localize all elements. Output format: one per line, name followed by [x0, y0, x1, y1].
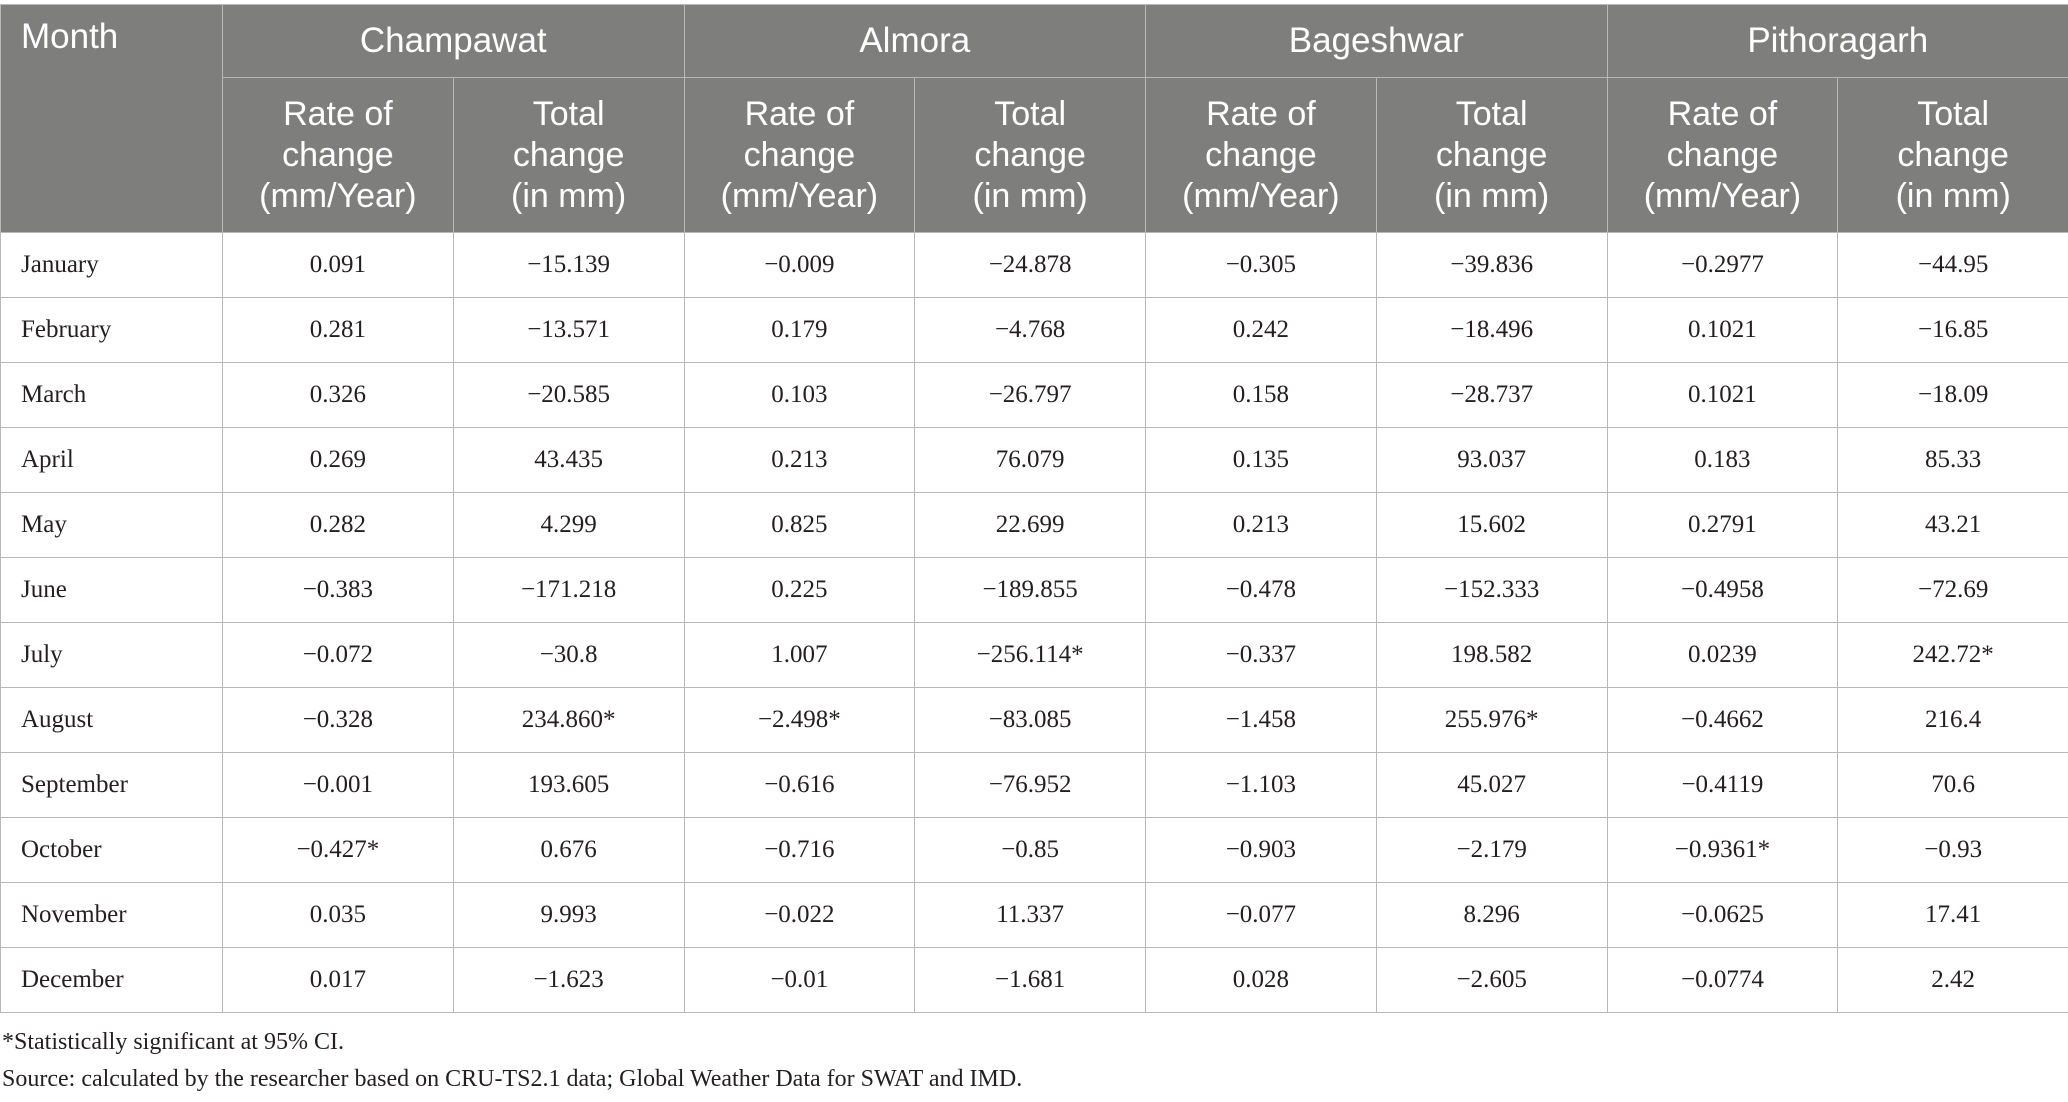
- rate-of-change-cell: 0.103: [684, 363, 915, 428]
- total-change-cell: 2.42: [1838, 948, 2068, 1013]
- total-change-cell: −15.139: [453, 233, 684, 298]
- rate-of-change-cell: 0.017: [223, 948, 454, 1013]
- total-change-cell: −30.8: [453, 623, 684, 688]
- total-change-cell: −1.681: [915, 948, 1146, 1013]
- month-column-header: Month: [1, 5, 223, 233]
- rainfall-change-table: [0, 4, 2068, 1013]
- total-change-cell: 193.605: [453, 753, 684, 818]
- total-change-cell: −18.09: [1838, 363, 2068, 428]
- rate-of-change-cell: −0.077: [1146, 883, 1377, 948]
- measure-header-row: [1, 78, 2068, 233]
- total-change-cell: 76.079: [915, 428, 1146, 493]
- month-cell: February: [1, 298, 223, 363]
- rate-of-change-cell: −0.009: [684, 233, 915, 298]
- rate-of-change-cell: −0.0774: [1607, 948, 1838, 1013]
- table-row: [1, 623, 2068, 688]
- rate-of-change-cell: −0.903: [1146, 818, 1377, 883]
- rate-of-change-cell: −0.022: [684, 883, 915, 948]
- rate-of-change-cell: −0.716: [684, 818, 915, 883]
- total-change-cell: −0.85: [915, 818, 1146, 883]
- rate-of-change-cell: 0.183: [1607, 428, 1838, 493]
- rate-of-change-cell: 0.158: [1146, 363, 1377, 428]
- table-row: [1, 753, 2068, 818]
- rate-of-change-cell: −0.01: [684, 948, 915, 1013]
- total-change-cell: 234.860*: [453, 688, 684, 753]
- district-header-bageshwar: Bageshwar: [1146, 5, 1608, 78]
- total-change-cell: −4.768: [915, 298, 1146, 363]
- rate-of-change-cell: 0.326: [223, 363, 454, 428]
- rate-of-change-cell: −0.001: [223, 753, 454, 818]
- rate-of-change-header: Rate of change (mm/Year): [1146, 78, 1377, 233]
- total-change-cell: −16.85: [1838, 298, 2068, 363]
- total-change-cell: −0.93: [1838, 818, 2068, 883]
- table-row: [1, 428, 2068, 493]
- district-header-row: [1, 5, 2068, 78]
- total-change-cell: −26.797: [915, 363, 1146, 428]
- total-change-cell: −171.218: [453, 558, 684, 623]
- total-change-cell: 216.4: [1838, 688, 2068, 753]
- rate-of-change-cell: 0.028: [1146, 948, 1377, 1013]
- month-cell: January: [1, 233, 223, 298]
- rate-of-change-cell: −0.337: [1146, 623, 1377, 688]
- rate-of-change-cell: −0.383: [223, 558, 454, 623]
- total-change-cell: 17.41: [1838, 883, 2068, 948]
- total-change-header: Total change (in mm): [1376, 78, 1607, 233]
- total-change-cell: 85.33: [1838, 428, 2068, 493]
- month-cell: September: [1, 753, 223, 818]
- rate-of-change-cell: 0.825: [684, 493, 915, 558]
- table-row: [1, 363, 2068, 428]
- table-row: [1, 493, 2068, 558]
- table-row: [1, 818, 2068, 883]
- rainfall-change-table-container: [0, 4, 2068, 1013]
- rate-of-change-cell: −1.458: [1146, 688, 1377, 753]
- rate-of-change-cell: 0.2791: [1607, 493, 1838, 558]
- table-row: [1, 948, 2068, 1013]
- district-header-champawat: Champawat: [223, 5, 685, 78]
- rate-of-change-header: Rate of change (mm/Year): [684, 78, 915, 233]
- rate-of-change-cell: −0.616: [684, 753, 915, 818]
- total-change-cell: −76.952: [915, 753, 1146, 818]
- total-change-cell: 198.582: [1376, 623, 1607, 688]
- rate-of-change-cell: −0.478: [1146, 558, 1377, 623]
- month-cell: June: [1, 558, 223, 623]
- total-change-cell: 255.976*: [1376, 688, 1607, 753]
- source-note: Source: calculated by the researcher based on CRU-TS2.1 data; Global Weather Data for SWAT and IMD.: [2, 1066, 1023, 1092]
- total-change-cell: −2.605: [1376, 948, 1607, 1013]
- total-change-cell: −44.95: [1838, 233, 2068, 298]
- month-cell: July: [1, 623, 223, 688]
- rate-of-change-cell: 0.225: [684, 558, 915, 623]
- rate-of-change-cell: 1.007: [684, 623, 915, 688]
- total-change-cell: 9.993: [453, 883, 684, 948]
- total-change-cell: 15.602: [1376, 493, 1607, 558]
- total-change-header: Total change (in mm): [453, 78, 684, 233]
- rate-of-change-cell: −0.4662: [1607, 688, 1838, 753]
- table-body: [1, 233, 2068, 1013]
- total-change-cell: 11.337: [915, 883, 1146, 948]
- total-change-cell: −83.085: [915, 688, 1146, 753]
- rate-of-change-cell: −0.4119: [1607, 753, 1838, 818]
- rate-of-change-cell: 0.282: [223, 493, 454, 558]
- rate-of-change-cell: −0.305: [1146, 233, 1377, 298]
- month-cell: August: [1, 688, 223, 753]
- total-change-cell: 22.699: [915, 493, 1146, 558]
- month-cell: May: [1, 493, 223, 558]
- total-change-cell: −256.114*: [915, 623, 1146, 688]
- rate-of-change-cell: 0.179: [684, 298, 915, 363]
- rate-of-change-header: Rate of change (mm/Year): [223, 78, 454, 233]
- month-cell: April: [1, 428, 223, 493]
- total-change-cell: −2.179: [1376, 818, 1607, 883]
- total-change-header: Total change (in mm): [1838, 78, 2068, 233]
- rate-of-change-cell: −0.427*: [223, 818, 454, 883]
- total-change-cell: 70.6: [1838, 753, 2068, 818]
- total-change-cell: 43.435: [453, 428, 684, 493]
- rate-of-change-cell: −0.328: [223, 688, 454, 753]
- total-change-header: Total change (in mm): [915, 78, 1146, 233]
- rate-of-change-cell: 0.1021: [1607, 363, 1838, 428]
- rate-of-change-cell: 0.091: [223, 233, 454, 298]
- rate-of-change-cell: 0.213: [684, 428, 915, 493]
- total-change-cell: 43.21: [1838, 493, 2068, 558]
- month-cell: November: [1, 883, 223, 948]
- total-change-cell: 4.299: [453, 493, 684, 558]
- district-header-pithoragarh: Pithoragarh: [1607, 5, 2068, 78]
- table-row: [1, 298, 2068, 363]
- total-change-cell: −39.836: [1376, 233, 1607, 298]
- table-footnotes: [2, 1024, 1022, 1098]
- total-change-cell: −1.623: [453, 948, 684, 1013]
- total-change-cell: −189.855: [915, 558, 1146, 623]
- rate-of-change-cell: −1.103: [1146, 753, 1377, 818]
- total-change-cell: 93.037: [1376, 428, 1607, 493]
- rate-of-change-cell: 0.035: [223, 883, 454, 948]
- total-change-cell: −24.878: [915, 233, 1146, 298]
- month-cell: October: [1, 818, 223, 883]
- total-change-cell: −18.496: [1376, 298, 1607, 363]
- table-row: [1, 233, 2068, 298]
- rate-of-change-cell: 0.0239: [1607, 623, 1838, 688]
- month-cell: December: [1, 948, 223, 1013]
- district-header-almora: Almora: [684, 5, 1146, 78]
- total-change-cell: 8.296: [1376, 883, 1607, 948]
- total-change-cell: 45.027: [1376, 753, 1607, 818]
- total-change-cell: 0.676: [453, 818, 684, 883]
- total-change-cell: −72.69: [1838, 558, 2068, 623]
- table-row: [1, 688, 2068, 753]
- rate-of-change-cell: 0.135: [1146, 428, 1377, 493]
- total-change-cell: −20.585: [453, 363, 684, 428]
- rate-of-change-cell: −0.4958: [1607, 558, 1838, 623]
- table-row: [1, 883, 2068, 948]
- rate-of-change-cell: 0.242: [1146, 298, 1377, 363]
- rate-of-change-cell: −2.498*: [684, 688, 915, 753]
- rate-of-change-cell: 0.281: [223, 298, 454, 363]
- rate-of-change-cell: −0.072: [223, 623, 454, 688]
- rate-of-change-cell: 0.269: [223, 428, 454, 493]
- rate-of-change-cell: −0.0625: [1607, 883, 1838, 948]
- table-header: [1, 5, 2068, 233]
- rate-of-change-cell: 0.213: [1146, 493, 1377, 558]
- total-change-cell: −13.571: [453, 298, 684, 363]
- total-change-cell: −28.737: [1376, 363, 1607, 428]
- month-cell: March: [1, 363, 223, 428]
- rate-of-change-cell: −0.2977: [1607, 233, 1838, 298]
- significance-note: *Statistically significant at 95% CI.: [2, 1029, 344, 1055]
- rate-of-change-cell: −0.9361*: [1607, 818, 1838, 883]
- table-row: [1, 558, 2068, 623]
- total-change-cell: −152.333: [1376, 558, 1607, 623]
- total-change-cell: 242.72*: [1838, 623, 2068, 688]
- rate-of-change-cell: 0.1021: [1607, 298, 1838, 363]
- rate-of-change-header: Rate of change (mm/Year): [1607, 78, 1838, 233]
